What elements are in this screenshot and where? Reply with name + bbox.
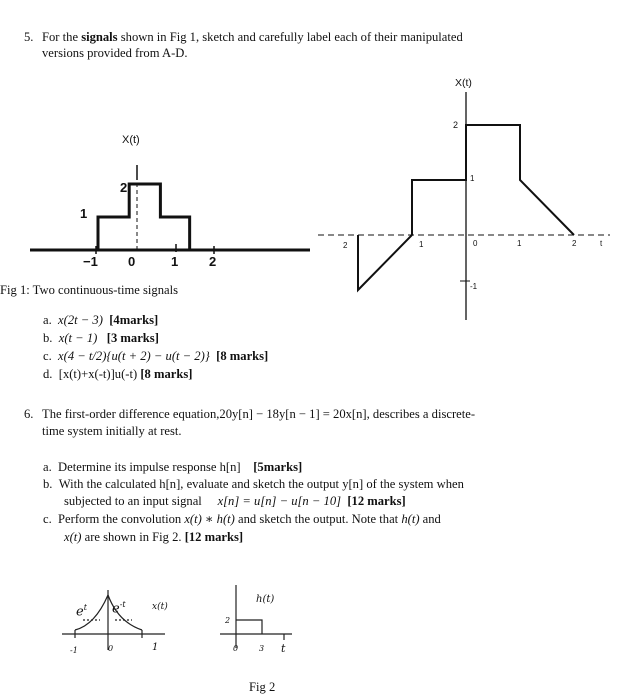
fig1-left-xlabel-0: 0 [128, 254, 136, 269]
fig1-right-ylabel-m1: -1 [470, 282, 478, 291]
q5-signals-bold: signals [81, 30, 118, 44]
fig1-left-title: X(t) [122, 134, 140, 146]
fig2-right-label-2: 2 [225, 616, 231, 625]
fig1-left-step-signal [98, 184, 190, 250]
q5-item-c: c. x(4 − t/2){u(t + 2) − u(t − 2)} [8 marks] [43, 349, 269, 363]
fig1-right-xlabel-1: 1 [517, 239, 522, 248]
q5-line1: For the signals shown in Fig 1, sketch and carefully label each of their manipulated [42, 30, 463, 44]
fig1-right-xlabel-0: 0 [473, 239, 478, 248]
fig1-right-ylabel-2: 2 [453, 120, 459, 130]
fig2-right-label-3: 3 [259, 644, 265, 653]
q6-line1: The first-order difference equation,20y[n] − 18y[n − 1] = 20x[n], describes a discrete- [42, 407, 476, 421]
q5-item-d: d. [x(t)+x(-t)]u(-t) [8 marks] [43, 367, 193, 381]
q5-number: 5. [24, 30, 34, 44]
fig1-left-xlabel-2: 2 [209, 254, 217, 269]
q6-item-c: c. Perform the convolution x(t) ∗ h(t) and sketch the output. Note that h(t) and [43, 512, 441, 526]
fig2-right-label-t: t [281, 642, 286, 655]
q5-item-a: a. x(2t − 3) [4marks] [43, 313, 159, 327]
fig1-right-title: X(t) [455, 77, 472, 89]
fig2-caption: Fig 2 [249, 680, 276, 694]
q5-item-b: b. x(t − 1) [3 marks] [43, 331, 159, 345]
fig1-caption: Fig 1: Two continuous-time signals [0, 283, 178, 297]
fig1-right-xlabel-m1: 1 [419, 240, 424, 249]
q6-item-b-cont: subjected to an input signal x[n] = u[n] − u[n − 10] [12 marks] [64, 494, 406, 508]
fig1-right-ylabel-1: 1 [470, 174, 475, 183]
fig2-right-title: h(t) [256, 594, 275, 605]
fig1-left-ylabel-2: 2 [120, 180, 128, 195]
fig1-right-xlabel-t: t [600, 239, 603, 248]
fig2-left-label-0: 0 [108, 644, 114, 653]
fig2-left-label-1: 1 [152, 642, 159, 653]
fig2-right-label-0: 0 [233, 644, 239, 653]
fig1-left-xlabel-m1: −1 [83, 254, 98, 269]
q6-item-c-cont: x(t) are shown in Fig 2. [12 marks] [64, 530, 244, 544]
fig1-right-xlabel-2: 2 [572, 239, 577, 248]
q6-line2: time system initially at rest. [42, 424, 182, 438]
fig1-right-signal [358, 125, 577, 290]
fig2-left-e-neg: $e^{-t}$ [112, 600, 126, 617]
fig2-left-label-m1: -1 [70, 646, 78, 655]
q5-line2: versions provided from A-D. [42, 46, 188, 60]
fig1-left-xlabel-1: 1 [171, 254, 179, 269]
fig1-left-ylabel-1: 1 [80, 206, 88, 221]
fig2-right-rect [236, 620, 262, 634]
fig1-right-xlabel-m2: 2 [343, 241, 348, 250]
q6-number: 6. [24, 407, 34, 421]
q6-item-b: b. With the calculated h[n], evaluate and sketch the output y[n] of the system when [43, 477, 464, 491]
q6-item-a: a. Determine its impulse response h[n] [5marks] [43, 460, 303, 474]
fig2-left-e-pos: $e^t$ [76, 603, 87, 620]
fig2-left-title: x(t) [152, 602, 168, 612]
